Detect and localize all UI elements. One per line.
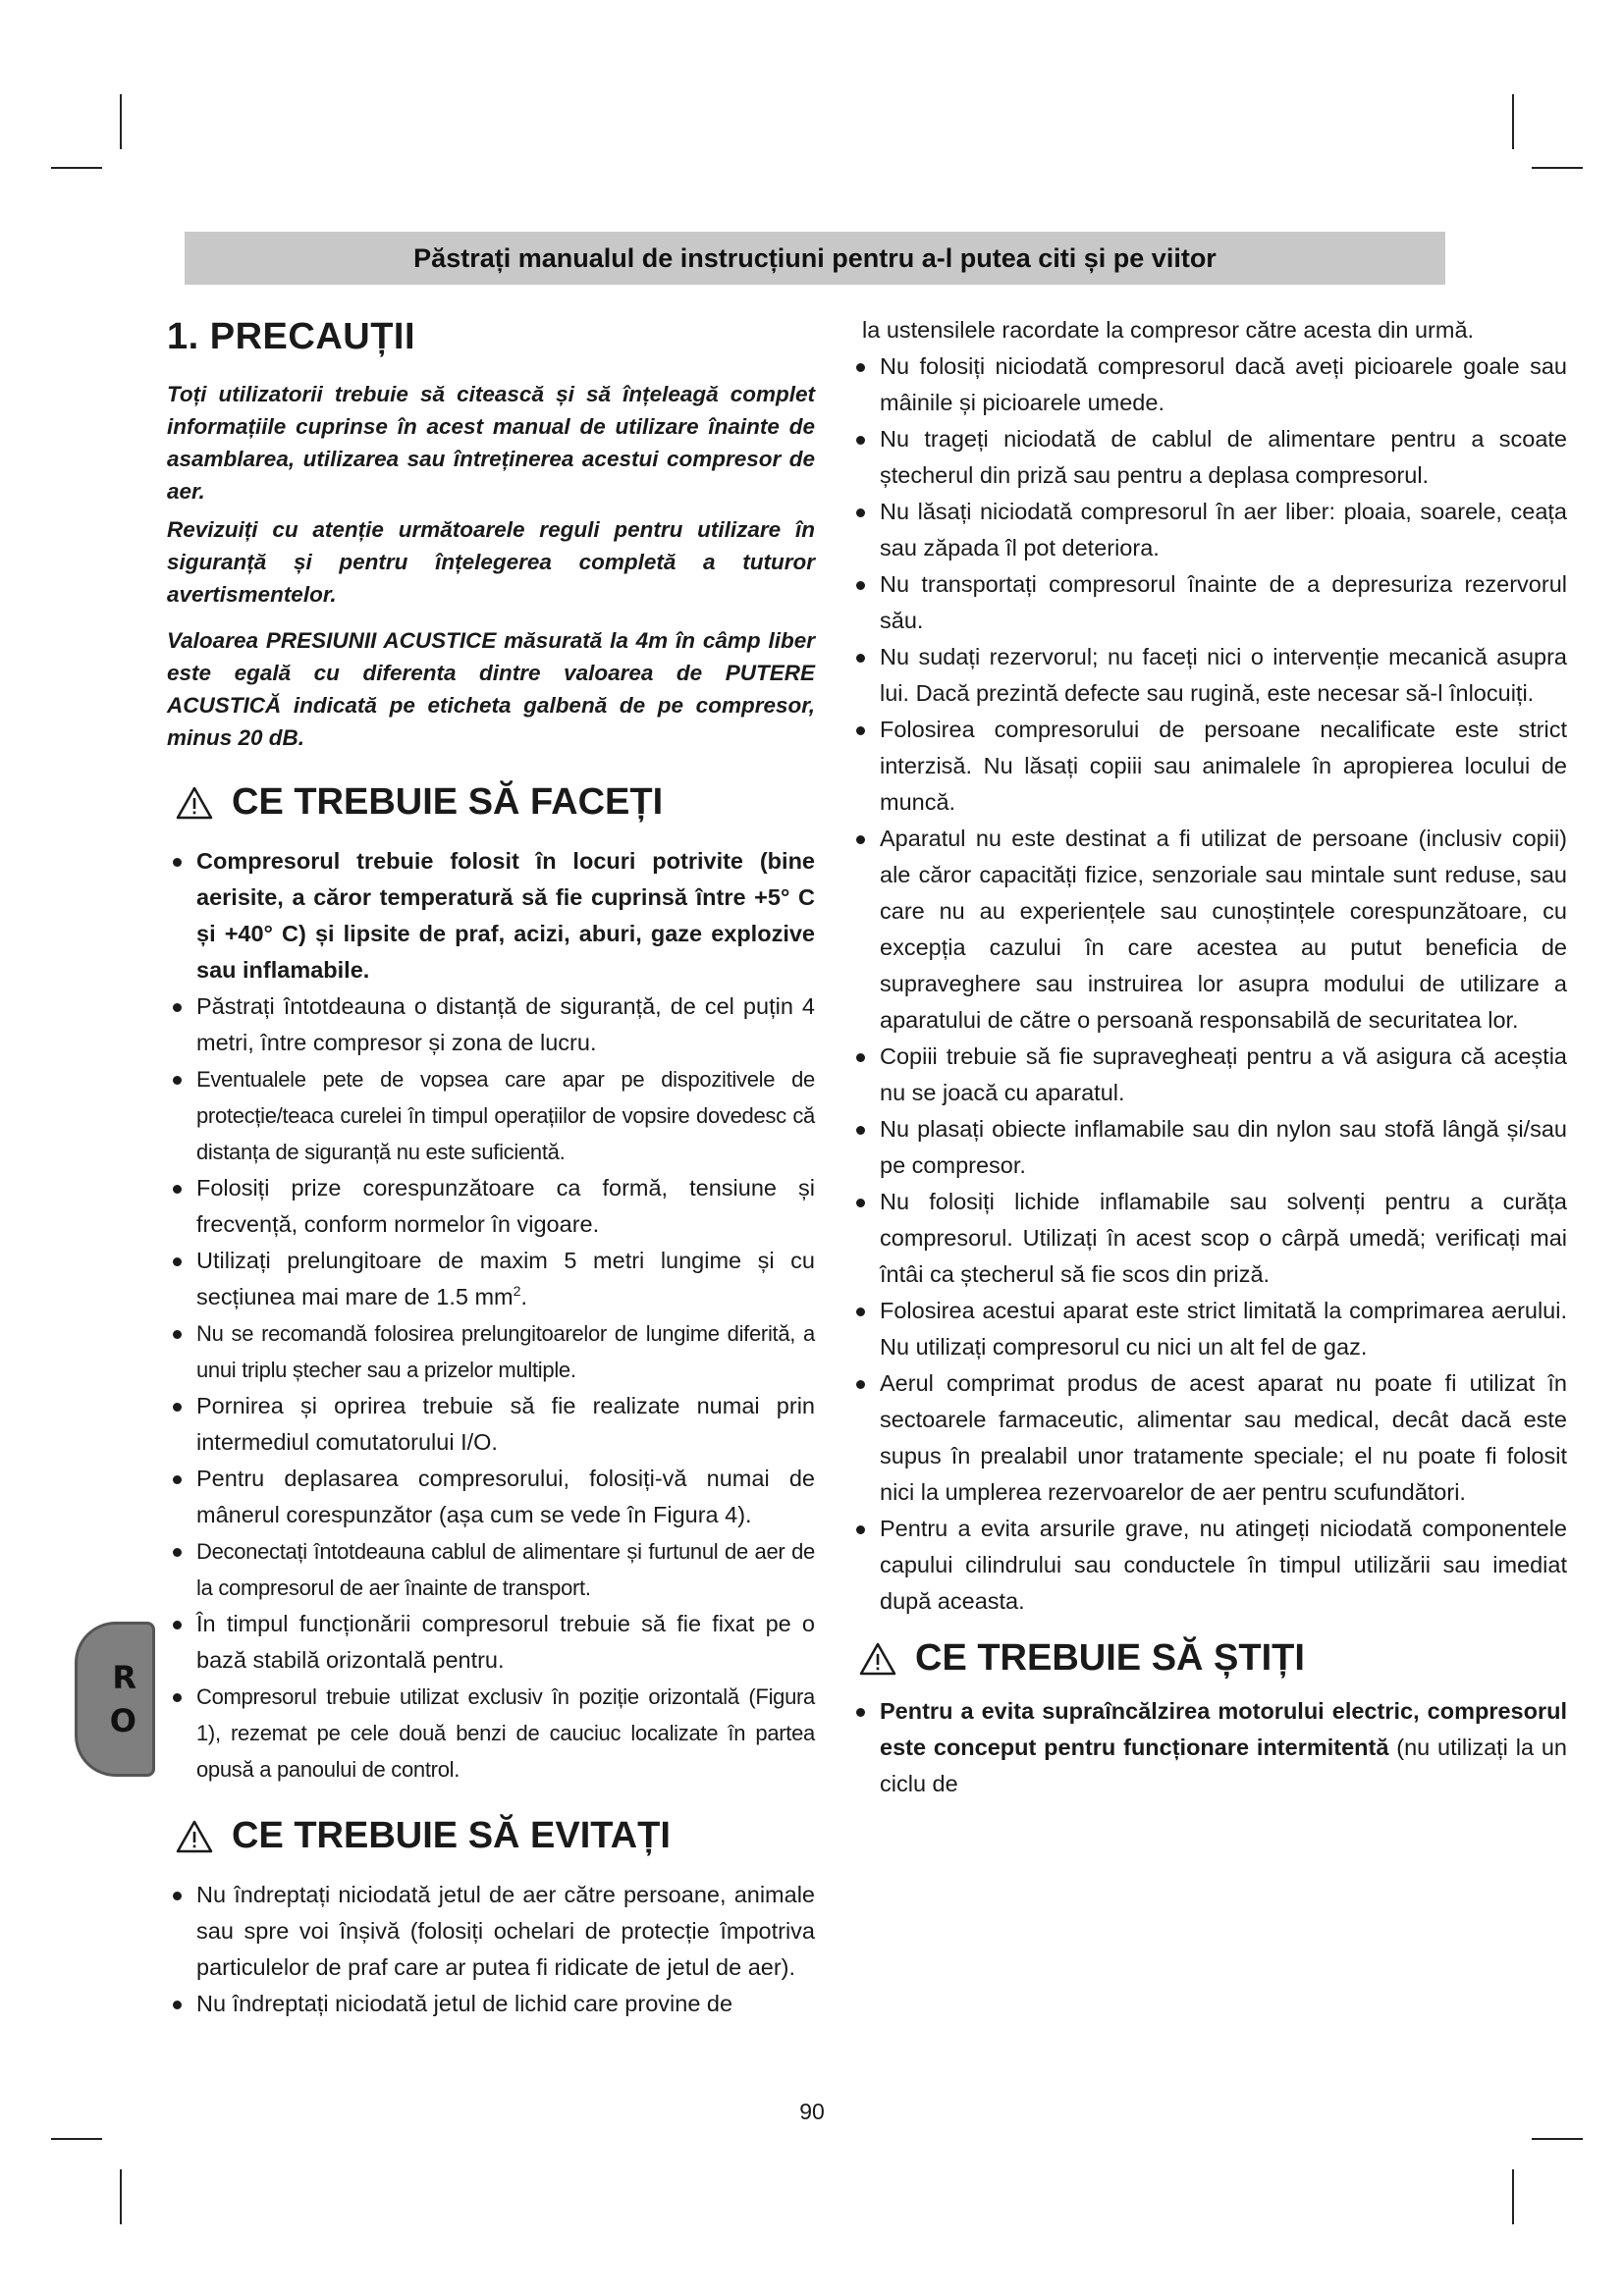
warning-icon [175, 1819, 214, 1854]
list-item: Folosirea acestui aparat este strict limitată la comprimarea aerului. Nu utilizați compresorul cu nici un alt fel de gaz. [850, 1293, 1567, 1365]
list-item: Compresorul trebuie folosit în locuri potrivite (bine aerisite, a căror temperatură să fie cuprinsă între +5° C și +40° C) și lipsite de praf, acizi, aburi, gaze explozive sau inflamabile. [167, 843, 815, 988]
section-title: 1. PRECAUȚII [167, 316, 416, 357]
language-tab [75, 1622, 155, 1777]
crop-mark [1512, 2169, 1514, 2224]
list-item: Nu sudați rezervorul; nu faceți nici o intervenție mecanică asupra lui. Dacă prezintă defecte sau rugină, este necesar să-l înlocuiți. [850, 639, 1567, 712]
language-letter: R [112, 1659, 136, 1696]
list-item: În timpul funcționării compresorul trebuie să fie fixat pe o bază stabilă orizontală pentru. [167, 1606, 815, 1679]
crop-mark [51, 2138, 102, 2140]
list-item: Pornirea și oprirea trebuie să fie realizate numai prin intermediul comutatorului I/O. [167, 1388, 815, 1461]
list-item: Păstrați întotdeauna o distanță de siguranță, de cel puțin 4 metri, între compresor și zona de lucru. [167, 988, 815, 1061]
do-list [167, 843, 815, 1788]
list-item: Pentru a evita arsurile grave, nu atingeți niciodată componentele capului cilindrului sau conductele în timpul utilizării sau imediat după aceasta. [850, 1511, 1567, 1620]
list-item: Nu îndreptați niciodată jetul de lichid care provine de [167, 1986, 815, 2022]
list-item: Nu transportați compresorul înainte de a depresuriza rezervorul său. [850, 566, 1567, 639]
avoid-list-continued [850, 348, 1567, 1620]
right-column [850, 312, 1567, 1802]
crop-mark [1512, 94, 1514, 149]
acoustic-note: Valoarea PRESIUNII ACUSTICE măsurată la 4m în câmp liber este egală cu diferenta dintre valoarea de PUTERE ACUSTICĂ indicată pe eticheta galbenă de pe compresor, minus 20 dB. [167, 628, 815, 750]
list-item: Copiii trebuie să fie supravegheați pentru a vă asigura că aceștia nu se joacă cu aparatul. [850, 1039, 1567, 1111]
crop-mark [51, 167, 102, 169]
do-heading [167, 781, 815, 824]
list-item: Pentru deplasarea compresorului, folosiți-vă numai de mânerul corespunzător (așa cum se vede în Figura 4). [167, 1461, 815, 1533]
page-number: 90 [799, 2099, 825, 2124]
intro-paragraph: Revizuiți cu atenție următoarele reguli pentru utilizare în siguranță și pentru înțelegerea completă a tuturor avertismentelor. [167, 517, 815, 607]
crop-mark [1532, 2138, 1583, 2140]
list-item: Nu se recomandă folosirea prelungitoarelor de lungime diferită, a unui triplu ștecher sau a prizelor multiple. [167, 1315, 815, 1388]
crop-mark [120, 2169, 122, 2224]
warning-icon [858, 1641, 897, 1677]
list-item: Deconectați întotdeauna cablul de alimentare și furtunul de aer de la compresorul de aer înainte de transport. [167, 1533, 815, 1606]
list-item: Aparatul nu este destinat a fi utilizat de persoane (inclusiv copii) ale căror capacități fizice, senzoriale sau mintale sunt reduse, sau care nu au experiențele sau cunoștințele corespunzătoare, cu excepția cazului în care acestea au putut beneficia de supraveghere sau instruirea lor asupra modului de utilizare a aparatului de către o persoană responsabilă de securitatea lor. [850, 821, 1567, 1039]
avoid-heading [167, 1815, 815, 1857]
list-item: Eventualele pete de vopsea care apar pe dispozitivele de protecție/teaca curelei în timpul operațiilor de vopsire dovedesc că distanța de siguranță nu este suficientă. [167, 1061, 815, 1170]
do-heading-text: CE TREBUIE SĂ FACEȚI [232, 781, 664, 823]
list-item: Compresorul trebuie utilizat exclusiv în poziție orizontală (Figura 1), rezemat pe cele două benzi de cauciuc localizate în partea opusă a panoului de control. [167, 1679, 815, 1788]
know-heading-text: CE TREBUIE SĂ ȘTIȚI [915, 1637, 1305, 1679]
know-list [850, 1693, 1567, 1802]
list-item: Pentru a evita supraîncălzirea motorului electric, compresorul este conceput pentru funcționare intermitentă (nu utilizați la un ciclu de [850, 1693, 1567, 1802]
know-heading [850, 1637, 1567, 1680]
list-item: Nu folosiți niciodată compresorul dacă aveți picioarele goale sau mâinile și picioarele umede. [850, 348, 1567, 421]
list-item: Nu folosiți lichide inflamabile sau solvenți pentru a curăța compresorul. Utilizați în acest scop o cârpă umedă; verificați mai întâi ca ștecherul să fie scos din priză. [850, 1184, 1567, 1293]
header-banner: Păstrați manualul de instrucțiuni pentru a-l putea citi și pe viitor [185, 232, 1445, 285]
left-column [167, 312, 815, 2022]
list-item: Utilizați prelungitoare de maxim 5 metri lungime și cu secțiunea mai mare de 1.5 $mm^2$. [167, 1243, 815, 1315]
language-letter: O [109, 1702, 136, 1739]
crop-mark [120, 94, 122, 149]
avoid-heading-text: CE TREBUIE SĂ EVITAȚI [232, 1815, 671, 1856]
list-item: Aerul comprimat produs de acest aparat nu poate fi utilizat în sectoarele farmaceutic, alimentar sau medical, decât dacă este supus în prealabil unor tratamente speciale; el nu poate fi folosit nici la umplerea rezervoarelor de aer pentru scufundători. [850, 1365, 1567, 1511]
list-item: Folosirea compresorului de persoane necalificate este strict interzisă. Nu lăsați copiii sau animalele în apropierea locului de muncă. [850, 712, 1567, 821]
list-item: Nu îndreptați niciodată jetul de aer către persoane, animale sau spre voi înșivă (folosiți ochelari de protecție împotriva particulelor de praf care ar putea fi ridicate de jetul de aer). [167, 1877, 815, 1986]
continuation-text: la ustensilele racordate la compresor către acesta din urmă. [862, 317, 1475, 343]
crop-mark [1532, 167, 1583, 169]
list-item: Folosiți prize corespunzătoare ca formă, tensiune și frecvență, conform normelor în vigoare. [167, 1170, 815, 1243]
list-item: Nu plasați obiecte inflamabile sau din nylon sau stofă lângă și/sau pe compresor. [850, 1111, 1567, 1184]
intro-paragraph: Toți utilizatorii trebuie să citească și să înțeleagă complet informațiile cuprinse în acest manual de utilizare înainte de asamblarea, utilizarea sau întreținerea acestui compresor de aer. [167, 382, 815, 504]
warning-icon [175, 785, 214, 821]
list-item: Nu lăsați niciodată compresorul în aer liber: ploaia, soarele, ceața sau zăpada îl pot deteriora. [850, 494, 1567, 566]
avoid-list [167, 1877, 815, 2022]
list-item: Nu trageți niciodată de cablul de alimentare pentru a scoate ștecherul din priză sau pentru a deplasa compresorul. [850, 421, 1567, 494]
